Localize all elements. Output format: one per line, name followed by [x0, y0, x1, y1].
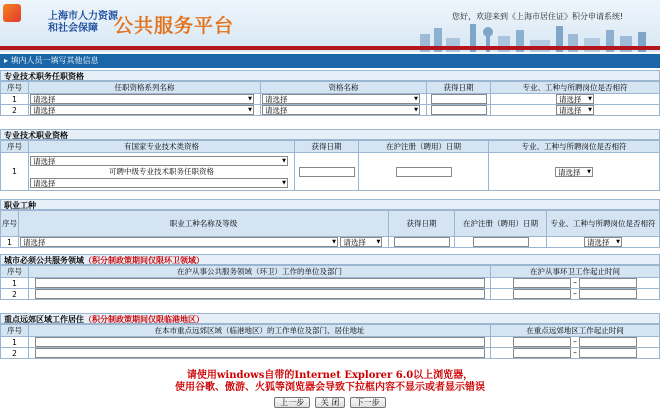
- col-header: 职业工种名称及等级: [19, 211, 389, 237]
- suburban-table: [0, 324, 660, 359]
- table-row: [1, 237, 660, 248]
- series-select[interactable]: 请选择 ▼: [30, 94, 254, 104]
- obtained-date-input[interactable]: [299, 167, 355, 177]
- section-note: （积分制政策期间仅限环卫领域）: [84, 256, 204, 265]
- sub-qualification-label: 可聘中级专业技术职务任职资格: [109, 166, 214, 176]
- col-header: 获得日期: [295, 141, 359, 153]
- row-number: 1: [1, 278, 29, 289]
- section-title: 专业技术职业资格: [0, 129, 660, 140]
- table-row: 1 –: [1, 278, 660, 289]
- professional-title-table: [0, 81, 660, 116]
- vocation-table: [0, 210, 660, 248]
- table-row: [1, 105, 660, 116]
- match-select[interactable]: 请选择 ▼: [556, 94, 594, 104]
- col-header: 序号: [1, 325, 29, 337]
- section-public-service: [0, 254, 660, 300]
- qualification-select[interactable]: 请选择 ▼: [262, 94, 420, 104]
- header-divider: [0, 46, 660, 50]
- start-date-input[interactable]: [513, 348, 571, 358]
- professional-qualification-table: [0, 140, 660, 191]
- end-date-input[interactable]: [579, 348, 637, 358]
- start-date-input[interactable]: [513, 289, 571, 299]
- table-row: 1 –: [1, 337, 660, 348]
- button-bar: [0, 397, 660, 408]
- next-step-button[interactable]: 下一步: [350, 397, 386, 408]
- section-vocation: [0, 199, 660, 248]
- col-header: 在沪从事公共服务领域（环卫）工作的单位及部门: [29, 266, 491, 278]
- section-tab-bar: ▸ 填内人员一填写其他信息: [0, 54, 660, 68]
- section-professional-title: [0, 70, 660, 116]
- col-header: 在重点远郊地区工作起止时间: [491, 325, 660, 337]
- col-header: 获得日期: [389, 211, 455, 237]
- table-row: [1, 94, 660, 105]
- section-title: 专业技术职务任职资格: [0, 70, 660, 81]
- employer-input[interactable]: [35, 278, 485, 288]
- col-header: 在沪注册（聘用）日期: [359, 141, 489, 153]
- ministry-logo-icon: [3, 4, 21, 22]
- col-header: 在沪从事环卫工作起止时间: [491, 266, 660, 278]
- col-header: 专业、工种与所聘岗位是否相符: [547, 211, 660, 237]
- obtained-date-input[interactable]: [394, 237, 450, 247]
- vocation-name-select[interactable]: 请选择 ▼: [20, 237, 338, 247]
- col-header: 在沪注册（聘用）日期: [455, 211, 547, 237]
- match-select[interactable]: 请选择 ▼: [555, 167, 593, 177]
- col-header: 专业、工种与所聘岗位是否相符: [491, 82, 660, 94]
- row-number: 2: [1, 105, 29, 116]
- section-title-text: 重点远郊区域工作居住: [4, 315, 84, 324]
- end-date-input[interactable]: [579, 289, 637, 299]
- employer-input[interactable]: [35, 289, 485, 299]
- table-row: [1, 153, 660, 191]
- section-title: [0, 313, 660, 324]
- obtained-date-input[interactable]: [431, 94, 487, 104]
- match-select[interactable]: 请选择 ▼: [584, 237, 622, 247]
- col-header: 在本市重点远郊区域（临港地区）的工作单位及部门、居住地址: [29, 325, 491, 337]
- public-service-table: [0, 265, 660, 300]
- warning-line2: 使用谷歌、傲游、火狐等浏览器会导致下拉框内容不显示或者显示错误: [175, 382, 485, 393]
- vocation-level-select[interactable]: 请选择 ▼: [340, 237, 382, 247]
- org-line2: 和社会保障: [48, 23, 98, 34]
- col-header: 序号: [1, 211, 19, 237]
- col-header: 序号: [1, 82, 29, 94]
- tab-label: 填内人员一填写其他信息: [10, 56, 99, 65]
- mid-level-title-select[interactable]: 请选择 ▼: [30, 178, 288, 188]
- employer-address-input[interactable]: [35, 337, 485, 347]
- row-number: 1: [1, 237, 19, 248]
- close-button[interactable]: 关 闭: [315, 397, 346, 408]
- start-date-input[interactable]: [513, 337, 571, 347]
- section-title: [0, 254, 660, 265]
- obtained-date-input[interactable]: [431, 105, 487, 115]
- start-date-input[interactable]: [513, 278, 571, 288]
- row-number: 2: [1, 289, 29, 300]
- platform-title: 公共服务平台: [114, 15, 235, 37]
- col-header: 序号: [1, 266, 29, 278]
- col-header: 专业、工种与所聘岗位是否相符: [489, 141, 660, 153]
- row-number: 1: [1, 94, 29, 105]
- section-professional-qualification: [0, 129, 660, 191]
- end-date-input[interactable]: [579, 278, 637, 288]
- section-note: （积分制政策期间仅限临港地区）: [84, 315, 204, 324]
- employer-address-input[interactable]: [35, 348, 485, 358]
- section-suburban: [0, 313, 660, 359]
- row-number: 2: [1, 348, 29, 359]
- col-header: 获得日期: [427, 82, 491, 94]
- col-header: 序号: [1, 141, 29, 153]
- registration-date-input[interactable]: [473, 237, 529, 247]
- browser-warning: [0, 370, 660, 394]
- qualification-select[interactable]: 请选择 ▼: [262, 105, 420, 115]
- col-header: 资格名称: [261, 82, 427, 94]
- org-name: [48, 11, 118, 35]
- section-title-text: 城市必须公共服务领域: [4, 256, 84, 265]
- table-row: 2 –: [1, 289, 660, 300]
- prev-step-button[interactable]: 上一步: [274, 397, 310, 408]
- end-date-input[interactable]: [579, 337, 637, 347]
- warning-line1: 请使用windows自带的Internet Explorer 6.0以上浏览器，: [186, 370, 474, 381]
- col-header: 有国家专业技术类资格: [29, 141, 295, 153]
- welcome-text: 您好，欢迎来到《上海市居住证》积分申请系统!: [452, 12, 624, 21]
- row-number: 1: [1, 153, 29, 191]
- national-qualification-select[interactable]: 请选择 ▼: [30, 156, 288, 166]
- col-header: 任职资格系列名称: [29, 82, 261, 94]
- series-select[interactable]: 请选择 ▼: [30, 105, 254, 115]
- registration-date-input[interactable]: [396, 167, 452, 177]
- section-title: 职业工种: [0, 199, 660, 210]
- table-row: 2 –: [1, 348, 660, 359]
- row-number: 1: [1, 337, 29, 348]
- match-select[interactable]: 请选择 ▼: [556, 105, 594, 115]
- org-line1: 上海市人力资源: [48, 11, 118, 22]
- header-banner: [0, 0, 660, 52]
